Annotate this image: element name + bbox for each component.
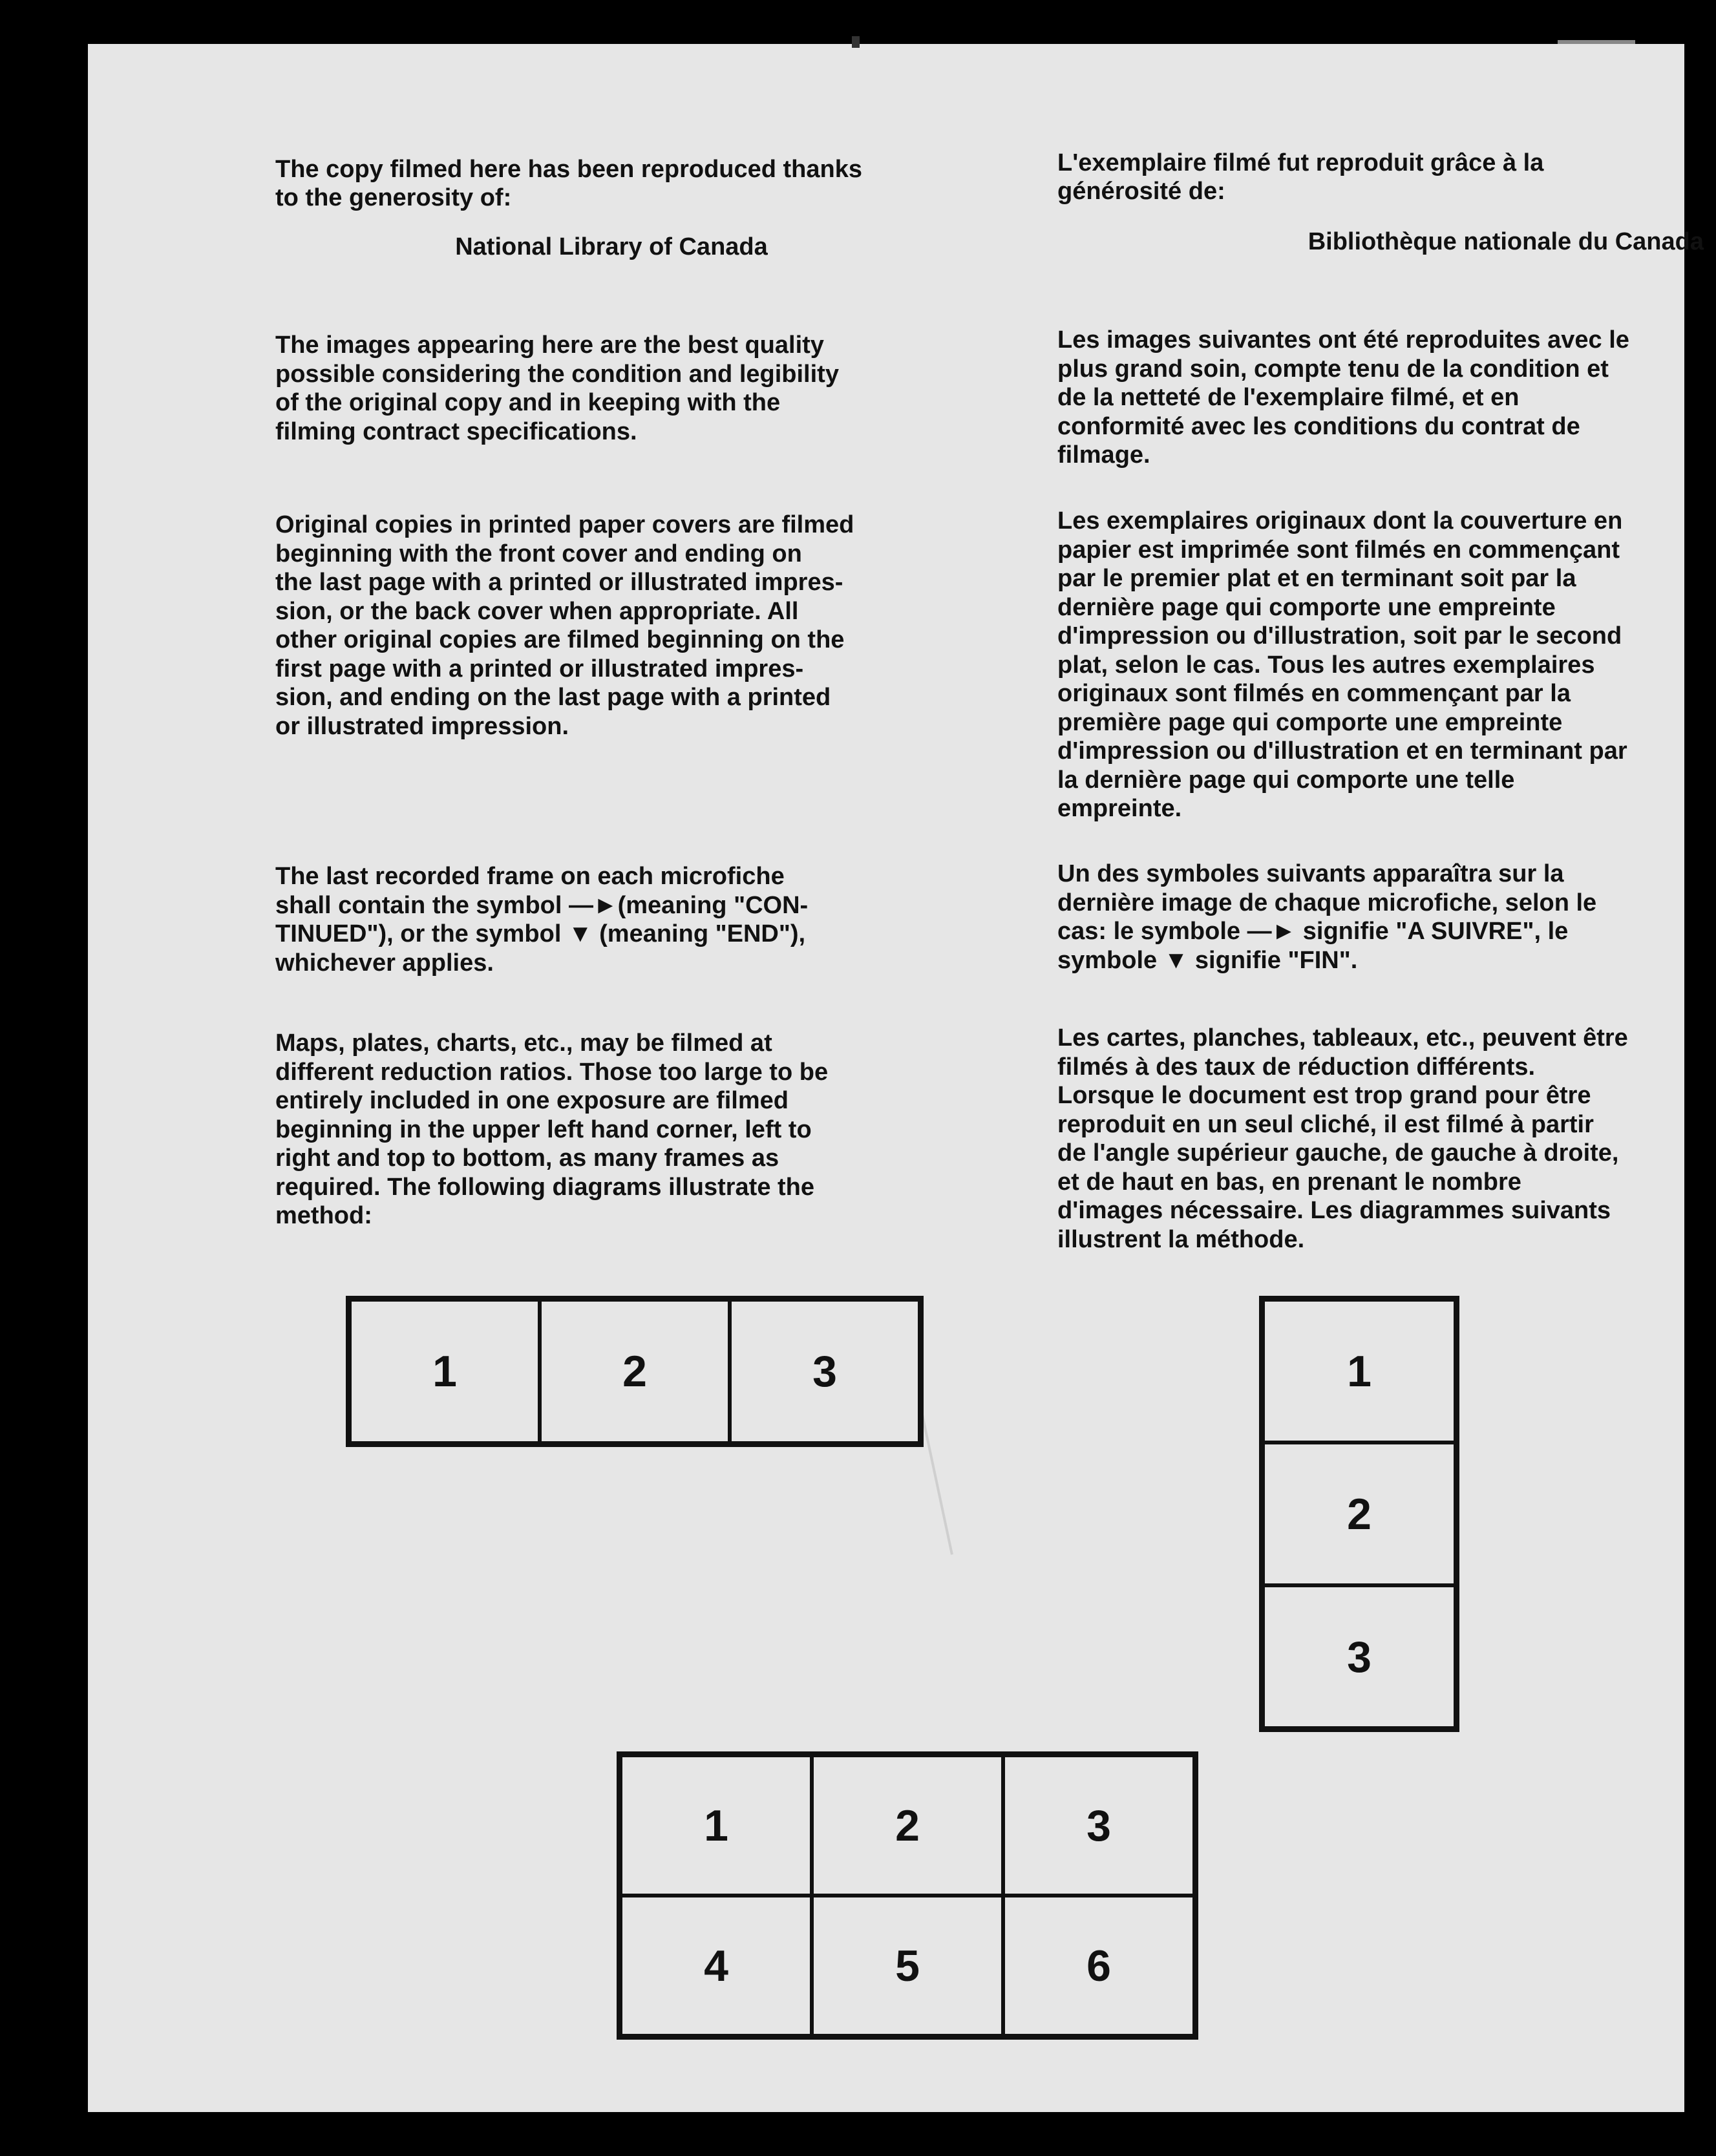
french-symbols-paragraph [1057, 860, 1704, 975]
frame-cell: 1 [350, 1300, 540, 1443]
frame-cell: 2 [1263, 1443, 1456, 1585]
diagram-vertical [1259, 1296, 1459, 1732]
film-speck [1558, 40, 1635, 44]
english-symbols-text-b: (meaning "CON- TINUED"), or the symbol [275, 891, 809, 947]
french-symbols-text-b: signifie "A SUIVRE", le symbole [1057, 918, 1569, 974]
frame-cell: 3 [1003, 1755, 1194, 1896]
frame-cell: 2 [540, 1300, 730, 1443]
frame-cell: 3 [1263, 1585, 1456, 1728]
frame-cell: 1 [620, 1755, 812, 1896]
english-symbols-paragraph [275, 862, 948, 977]
frame-cell: 5 [812, 1896, 1003, 2036]
french-maps-paragraph: Les cartes, planches, tableaux, etc., peuvent être filmés à des taux de réduction différents. Lorsque le document est trop grand pour être reproduit en un seul cliché, il est filmé à partir de l'angle supérieur gauche, de gauche à droite, et de haut en bas, en prenant le nombre d'images nécessaire. Les diagrammes suivants illustrent la méthode. [1057, 1024, 1628, 1253]
french-institution: Bibliothèque nationale du Canada [1308, 228, 1704, 255]
frame-cell: 3 [730, 1300, 920, 1443]
continued-arrow-icon: —► [568, 891, 618, 919]
film-speck [852, 36, 860, 48]
french-symbols-text-c: signifie "FIN". [1188, 946, 1358, 974]
diagram-grid [617, 1751, 1198, 2040]
frame-cell: 1 [1263, 1300, 1456, 1443]
english-institution: National Library of Canada [455, 233, 768, 260]
film-scratch [918, 1402, 953, 1555]
diagram-horizontal [346, 1296, 924, 1447]
frame-cell: 4 [620, 1896, 812, 2036]
french-credit-line-1: L'exemplaire filmé fut reproduit grâce à la [1057, 149, 1544, 176]
french-credit-line-2: générosité de: [1057, 178, 1225, 205]
english-credit-line-2: to the generosity of: [275, 184, 512, 211]
end-triangle-icon: ▼ [567, 920, 593, 947]
english-quality-paragraph: The images appearing here are the best quality possible considering the condition and legibility of the original copy and in keeping with the filming contract specifications. [275, 332, 839, 445]
english-originals-paragraph: Original copies in printed paper covers are filmed beginning with the front cover and ending on the last page with a printed or illustrated impres- sion, or the back cover when appropriate. All other original copies are filmed beginning on the first page with a printed or illustrated impres- sion, and ending on the last page with a printed or illustrated impression. [275, 511, 854, 740]
english-symbols-text-a: The last recorded frame on each microfiche shall contain the symbol [275, 863, 785, 919]
frame-cell: 6 [1003, 1896, 1194, 2036]
end-triangle-icon: ▼ [1163, 946, 1189, 974]
frame-cell: 2 [812, 1755, 1003, 1896]
continued-arrow-icon: —► [1247, 918, 1297, 945]
french-originals-paragraph: Les exemplaires originaux dont la couverture en papier est imprimée sont filmés en commençant par le premier plat et en terminant soit par la dernière page qui comporte une empreinte d'impression ou d'illustration, soit par le second plat, selon le cas. Tous les autres exemplaires originaux sont filmés en commençant par la première page qui comporte une empreinte d'impression ou d'illustration et en terminant par la dernière page qui comporte une telle empreinte. [1057, 507, 1627, 822]
english-symbols-text-c: (meaning "END"), whichever applies. [275, 920, 806, 977]
french-quality-paragraph: Les images suivantes ont été reproduites avec le plus grand soin, compte tenu de la condition et de la netteté de l'exemplaire filmé, et en conformité avec les conditions du contrat de filmage. [1057, 326, 1629, 469]
english-credit-line-1: The copy filmed here has been reproduced thanks [275, 156, 863, 183]
english-maps-paragraph: Maps, plates, charts, etc., may be filmed at different reduction ratios. Those too large to be entirely included in one exposure are filmed beginning in the upper left hand corner, left to right and top to bottom, as many frames as required. The following diagrams illustrate the method: [275, 1030, 829, 1229]
french-symbols-text-a: Un des symboles suivants apparaîtra sur la dernière image de chaque microfiche, selon le cas: le symbole [1057, 860, 1597, 945]
